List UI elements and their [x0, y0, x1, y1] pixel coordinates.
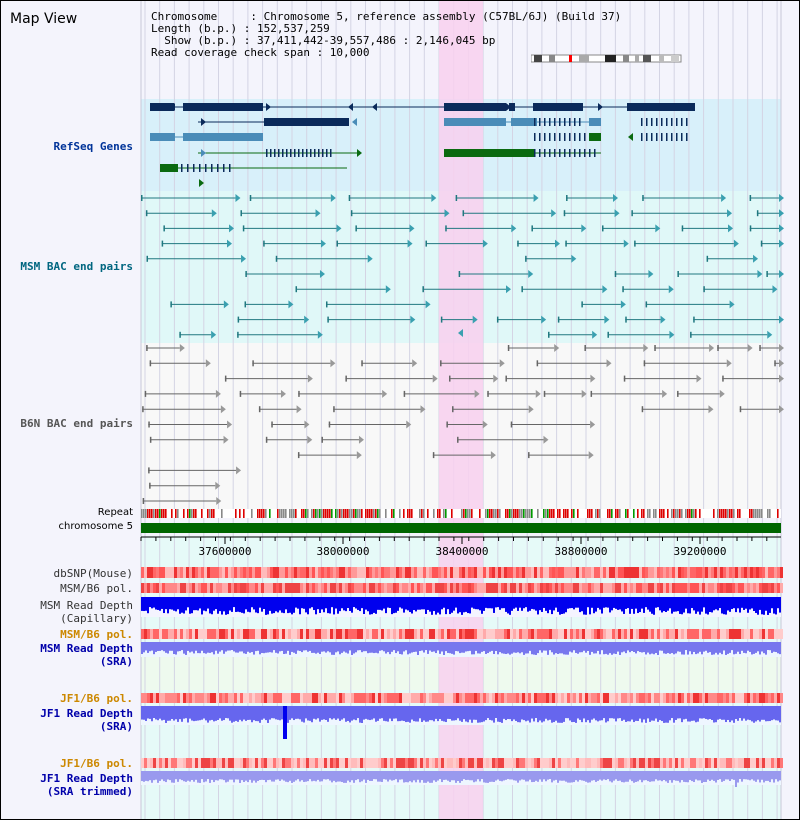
ideogram-position-marker [569, 55, 572, 62]
msm-read-depth-cap-label [40, 599, 133, 625]
gene-exon [589, 118, 601, 126]
b6n-bac-label[interactable]: B6N BAC end pairs [20, 417, 133, 430]
info-show: Show (b.p.) : 37,411,442-39,557,486 : 2,146,045 bp [151, 34, 496, 47]
sra-trimmed-text: (SRA trimmed) [46, 785, 133, 798]
gene-exon [264, 118, 349, 126]
sra-text-2: (SRA) [99, 720, 133, 733]
msm-read-depth-text: MSM Read Depth [40, 599, 133, 612]
gene-exon [444, 103, 506, 111]
gene-exon [511, 118, 537, 126]
gene-exon [533, 103, 583, 111]
axis-tick-label: 38400000 [435, 545, 489, 558]
dbsnp-label: dbSNP(Mouse) [53, 567, 133, 580]
repeat-track [141, 509, 781, 518]
sra-text: (SRA) [99, 655, 133, 668]
jf1-b6-pol-label: JF1/B6 pol. [60, 692, 133, 705]
gene-exon [150, 133, 175, 141]
jf1-read-depth-label [40, 707, 133, 733]
chromosome-bar[interactable] [141, 523, 781, 533]
info-length: Length (b.p.) : 152,537,259 [151, 22, 330, 35]
gene-exon [160, 164, 178, 172]
refseq-genes-label[interactable]: RefSeq Genes [53, 140, 133, 153]
gene-exon [183, 133, 263, 141]
gene-exon [444, 149, 534, 157]
chromosome-ideogram[interactable] [531, 54, 683, 64]
page-title: Map View [10, 11, 78, 27]
chromosome-label: chromosome 5 [58, 521, 133, 532]
msm-bac-label[interactable]: MSM BAC end pairs [20, 260, 133, 273]
axis-tick-label: 38800000 [554, 545, 608, 558]
gene-exon [627, 103, 695, 111]
jf1-read-depth-trim-label [40, 772, 133, 798]
msm-read-depth-sra-label [40, 642, 133, 668]
jf1-read-depth-text: JF1 Read Depth [40, 707, 133, 720]
axis-tick-label: 37600000 [198, 545, 252, 558]
info-coverage: Read coverage check span : 10,000 [151, 46, 370, 59]
msm-b6-pol-sra-label: MSM/B6 pol. [60, 628, 133, 641]
gene-exon [444, 118, 506, 126]
jf1-read-depth-trim-text: JF1 Read Depth [40, 772, 133, 785]
info-block [151, 11, 621, 59]
info-chromosome: Chromosome : Chromosome 5, reference assembly (C57BL/6J) (Build 37) [151, 10, 622, 23]
msm-read-depth-sra-text: MSM Read Depth [40, 642, 133, 655]
axis-tick-label: 38000000 [316, 545, 370, 558]
capillary-text: (Capillary) [60, 612, 133, 625]
axis-tick-label: 39200000 [673, 545, 727, 558]
jf1-b6-pol-trim-label: JF1/B6 pol. [60, 757, 133, 770]
gene-exon [183, 103, 263, 111]
repeat-label: Repeat [97, 507, 133, 518]
msm-b6-pol-label: MSM/B6 pol. [60, 582, 133, 595]
